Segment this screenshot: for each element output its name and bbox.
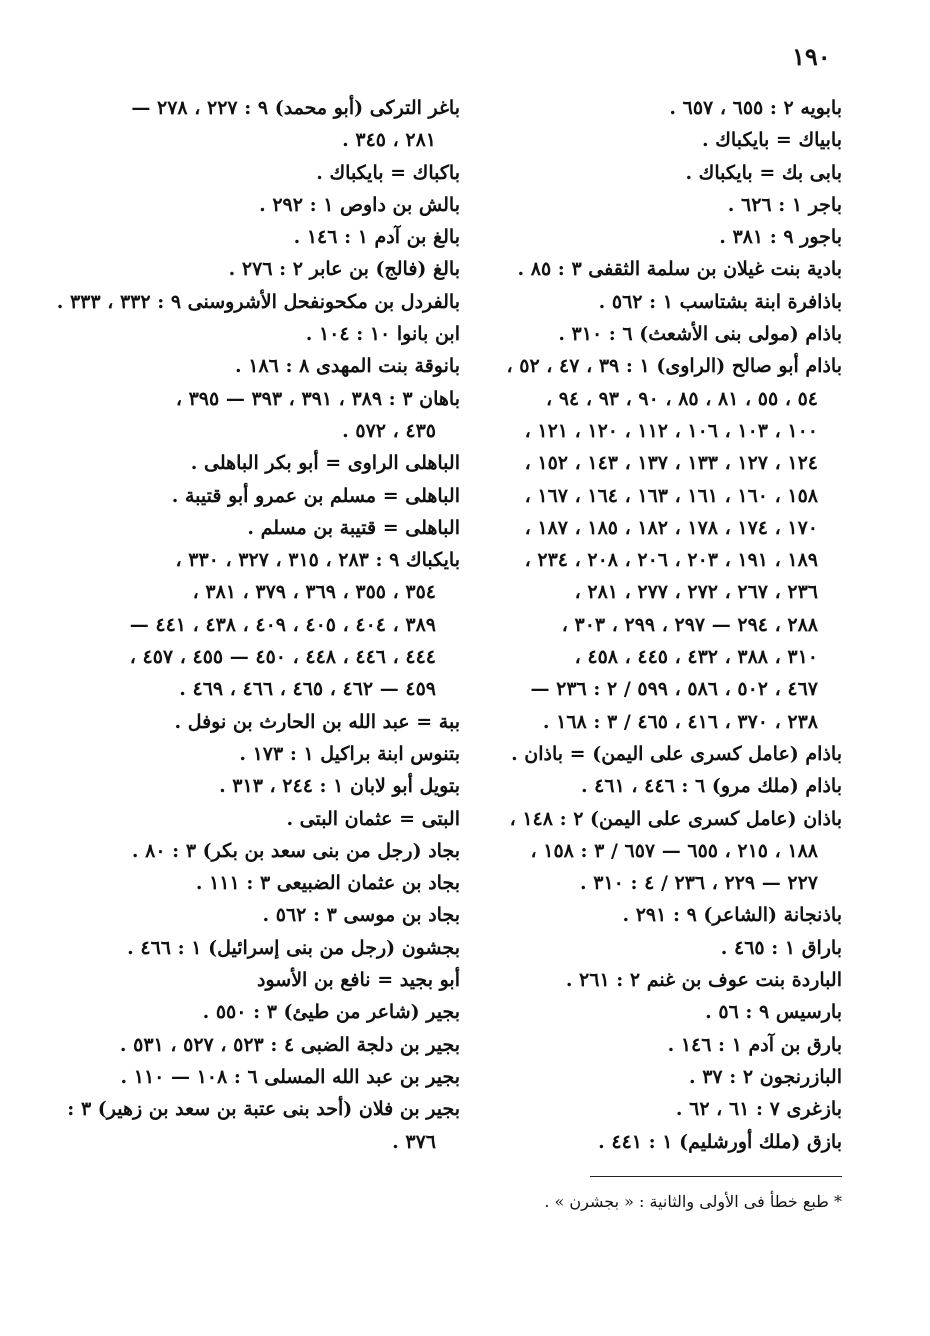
index-entry: باذنجانة (الشاعر) ٩ : ٢٩١ . bbox=[622, 904, 842, 927]
index-entry: بجاد (رجل من بنى سعد بن بكر) ٣ : ٨٠ . bbox=[131, 839, 460, 862]
index-entry-continuation: ٤٣٥ ، ٥٧٢ . bbox=[342, 419, 436, 442]
page-number: ١٩٠ bbox=[792, 42, 831, 71]
index-entry-continuation: ٢٣٨ ، ٣٧٠ ، ٤١٦ ، ٤٦٥ / ٣ : ١٦٨ . bbox=[542, 710, 818, 733]
index-entry-continuation: ٢٨١ ، ٣٤٥ . bbox=[342, 129, 436, 152]
index-entry: باراق ١ : ٤٦٥ . bbox=[720, 936, 842, 959]
index-entry: بادية بنت غيلان بن سلمة الثقفى ٣ : ٨٥ . bbox=[517, 258, 842, 281]
index-entry-continuation: ٢٢٧ — ٢٢٩ ، ٢٣٦ / ٤ : ٣١٠ . bbox=[580, 872, 818, 895]
index-entry: بابياك = بايكباك . bbox=[702, 129, 842, 152]
index-entry-continuation: ٤٥٩ — ٤٦٢ ، ٤٦٥ ، ٤٦٦ ، ٤٦٩ . bbox=[179, 678, 436, 701]
index-entry: باجر ١ : ٦٢٦ . bbox=[727, 193, 842, 216]
index-entry: بايكباك ٩ : ٢٨٣ ، ٣١٥ ، ٣٢٧ ، ٣٣٠ ، bbox=[175, 549, 460, 572]
index-entry: ابن بانوا ١٠ : ١٠٤ . bbox=[305, 323, 460, 346]
index-entry: بانوقة بنت المهدى ٨ : ١٨٦ . bbox=[235, 355, 460, 378]
index-entry: باغر التركى (أبو محمد) ٩ : ٢٢٧ ، ٢٧٨ — bbox=[131, 97, 460, 119]
index-entry: بتويل أبو لابان ١ : ٢٤٤ ، ٣١٣ . bbox=[219, 775, 460, 798]
index-entry-continuation: ١٨٩ ، ١٩١ ، ٢٠٣ ، ٢٠٦ ، ٢٠٨ ، ٢٣٤ ، bbox=[524, 549, 818, 572]
index-entry-continuation: ١٨٨ ، ٢١٥ ، ٦٥٥ — ٦٥٧ / ٣ : ١٥٨ ، bbox=[530, 839, 818, 862]
index-entry: بجاد بن عثمان الضبيعى ٣ : ١١١ . bbox=[195, 872, 460, 895]
index-entry: الباهلى = قتيبة بن مسلم . bbox=[247, 516, 460, 539]
index-entry: بجاد بن موسى ٣ : ٥٦٢ . bbox=[262, 904, 460, 927]
index-entry-continuation: ٣٥٤ ، ٣٥٥ ، ٣٦٩ ، ٣٧٩ ، ٣٨١ ، bbox=[192, 581, 436, 604]
index-entry: بتنوس ابنة براكيل ١ : ١٧٣ . bbox=[239, 742, 460, 765]
index-entry: ببة = عبد الله بن الحارث بن نوفل . bbox=[174, 710, 460, 733]
index-entry: باهان ٣ : ٣٨٩ ، ٣٩١ ، ٣٩٣ — ٣٩٥ ، bbox=[175, 387, 460, 410]
index-entry-continuation: ١٧٠ ، ١٧٤ ، ١٧٨ ، ١٨٢ ، ١٨٥ ، ١٨٧ ، bbox=[524, 516, 818, 539]
index-entry-continuation: ٣٨٩ ، ٤٠٤ ، ٤٠٥ ، ٤٠٩ ، ٤٣٨ ، ٤٤١ — bbox=[129, 613, 436, 636]
index-entry: باذام (ملك مرو) ٦ : ٤٤٦ ، ٤٦١ . bbox=[580, 775, 842, 798]
index-entry: باذافرة ابنة بشتاسب ١ : ٥٦٢ . bbox=[598, 290, 842, 313]
index-entry: باكباك = بايكباك . bbox=[316, 161, 460, 184]
index-entry-continuation: ٢٨٨ ، ٢٩٤ — ٢٩٧ ، ٢٩٩ ، ٣٠٣ ، bbox=[561, 613, 818, 636]
index-entry: بجير بن دلجة الضبى ٤ : ٥٢٣ ، ٥٢٧ ، ٥٣١ . bbox=[119, 1033, 460, 1056]
index-entry-continuation: ٣٧٦ . bbox=[392, 1130, 436, 1153]
index-entry: بالش بن داوص ١ : ٢٩٢ . bbox=[259, 193, 460, 216]
index-entry-continuation: ١٠٠ ، ١٠٣ ، ١٠٦ ، ١١٢ ، ١٢٠ ، ١٢١ ، bbox=[524, 419, 818, 442]
index-entry: بابى بك = بايكباك . bbox=[685, 161, 842, 184]
index-entry: البازرنجون ٢ : ٣٧ . bbox=[688, 1065, 842, 1088]
index-entry: بازغرى ٧ : ٦١ ، ٦٢ . bbox=[675, 1098, 842, 1121]
index-column-right bbox=[480, 92, 842, 1158]
footnote: * طبع خطأ فى الأولى والثانية : « بجشرن » . bbox=[544, 1192, 842, 1211]
index-entry-continuation: ٢٣٦ ، ٢٦٧ ، ٢٧٢ ، ٢٧٧ ، ٢٨١ ، bbox=[574, 581, 818, 604]
index-entry-continuation: ٤٤٤ ، ٤٤٦ ، ٤٤٨ ، ٤٥٠ — ٤٥٥ ، ٤٥٧ ، bbox=[129, 646, 436, 669]
index-entry: البتى = عثمان البتى . bbox=[286, 807, 460, 830]
index-entry-continuation: ٥٤ ، ٥٥ ، ٨١ ، ٨٥ ، ٩٠ ، ٩٣ ، ٩٤ ، bbox=[546, 387, 818, 410]
index-entry: بازق (ملك أورشليم) ١ : ٤٤١ . bbox=[598, 1130, 842, 1153]
index-entry: بالفردل بن مكحونفحل الأشروسنى ٩ : ٣٣٢ ، ٣٣٣ . bbox=[56, 290, 460, 313]
index-entry: بجير بن فلان (أحد بنى عتبة بن سعد بن زهير) ٣ : bbox=[67, 1098, 460, 1121]
index-column-left bbox=[56, 92, 460, 1158]
index-entry-continuation: ٣١٠ ، ٣٨٨ ، ٤٣٢ ، ٤٤٥ ، ٤٥٨ ، bbox=[574, 646, 818, 669]
index-entry-continuation: ٤٦٧ ، ٥٠٢ ، ٥٨٦ ، ٥٩٩ / ٢ : ٢٣٦ — bbox=[530, 678, 818, 701]
index-entry: بارسيس ٩ : ٥٦ . bbox=[705, 1001, 842, 1024]
index-entry: باذام (عامل كسرى على اليمن) = باذان . bbox=[511, 742, 842, 765]
index-entry: بالغ بن آدم ١ : ١٤٦ . bbox=[293, 226, 460, 249]
index-entry: بابويه ٢ : ٦٥٥ ، ٦٥٧ . bbox=[669, 97, 842, 119]
index-entry: الباهلى = مسلم بن عمرو أبو قتيبة . bbox=[171, 484, 460, 507]
index-entry: الباردة بنت عوف بن غنم ٢ : ٢٦١ . bbox=[565, 969, 842, 992]
index-entry: باذان (عامل كسرى على اليمن) ٢ : ١٤٨ ، bbox=[509, 807, 842, 830]
index-entry: باذام أبو صالح (الراوى) ١ : ٣٩ ، ٤٧ ، ٥٢ ، bbox=[506, 355, 842, 378]
index-entry: بجشون (رجل من بنى إسرائيل) ١ : ٤٦٦ . bbox=[127, 936, 460, 959]
index-entry: بارق بن آدم ١ : ١٤٦ . bbox=[667, 1033, 842, 1056]
index-entry: أبو بجيد = نافع بن الأسود bbox=[257, 969, 460, 992]
index-entry: بجير بن عبد الله المسلى ٦ : ١٠٨ — ١١٠ . bbox=[120, 1065, 460, 1088]
index-entry: باجور ٩ : ٣٨١ . bbox=[719, 226, 842, 249]
index-entry: الباهلى الراوى = أبو بكر الباهلى . bbox=[190, 452, 460, 475]
index-entry-continuation: ١٥٨ ، ١٦٠ ، ١٦١ ، ١٦٣ ، ١٦٤ ، ١٦٧ ، bbox=[524, 484, 818, 507]
index-entry: بجير (شاعر من طيئ) ٣ : ٥٥٠ . bbox=[202, 1001, 460, 1024]
index-entry: بالغ (فالج) بن عابر ٢ : ٢٧٦ . bbox=[228, 258, 460, 281]
index-entry: باذام (مولى بنى الأشعث) ٦ : ٣١٠ . bbox=[558, 323, 842, 346]
footnote-divider bbox=[590, 1176, 842, 1177]
index-entry-continuation: ١٢٤ ، ١٢٧ ، ١٣٣ ، ١٣٧ ، ١٤٣ ، ١٥٢ ، bbox=[524, 452, 818, 475]
